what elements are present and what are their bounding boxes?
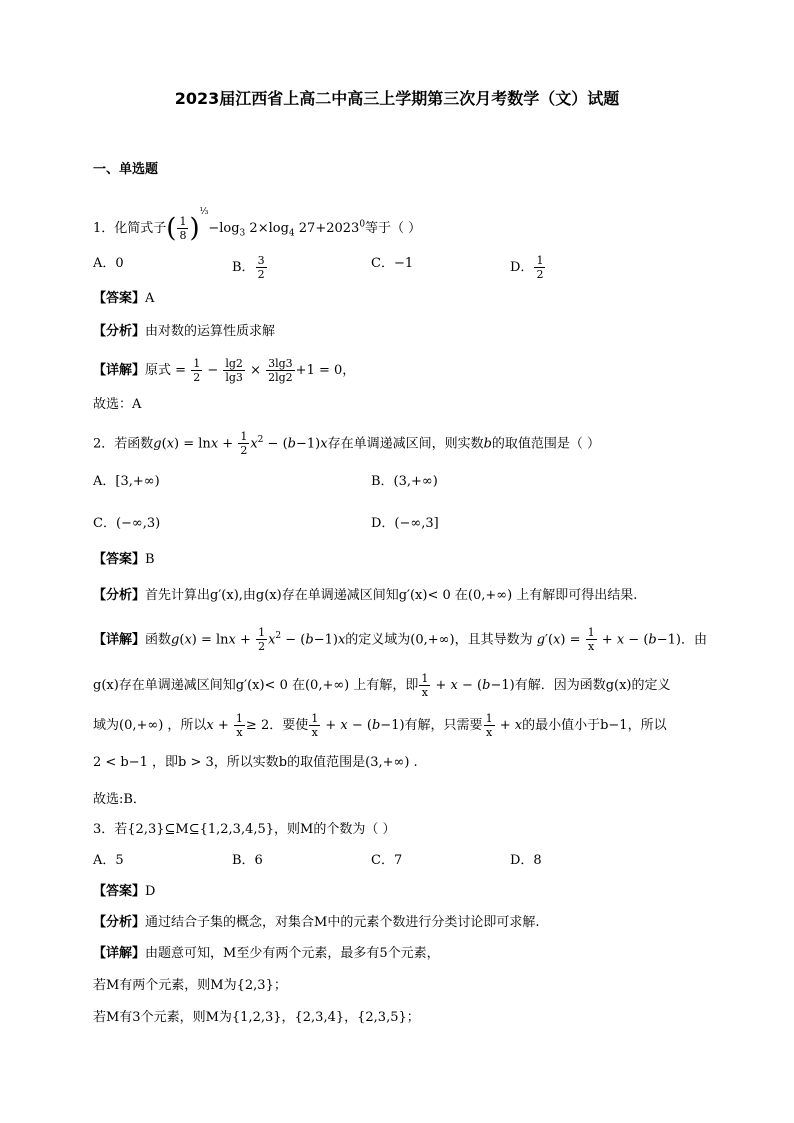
q1-option-c: C．−1 [371,256,414,271]
q3-detail-line3: 若M有3个元素，则M为{1,2,3}，{2,3,4}，{2,3,5}； [93,1010,420,1025]
page-title: 2023届江西省上高二中高三上学期第三次月考数学（文）试题 [174,89,620,108]
q2-answer: 【答案】B [93,552,155,567]
q1-option-a: A．0 [93,256,124,271]
q1-conclusion: 故选：A [93,397,142,412]
q2-conclusion: 故选:B． [93,792,146,807]
q3-detail-line2: 若M有两个元素，则M为{2,3}； [93,978,287,993]
q2-detail-line3: 域为(0,+∞) ，所以x + $\frac{1}{x}$ ≥ 2．要使 $\frac{1}{x}$ + x − (b−1)有解，只需要 $\frac{1}{x}$ + x的最小值小于b−1，所以 [93,712,667,739]
q2-detail-line1: 【详解】函数g(x) = lnx + $\frac{1}{2}$ $x^2 - (b-1)x$的定义域为(0,+∞)，且其导数为 g′(x) = $\frac{1}{x}$ + x − (b−1)．由 [93,626,707,654]
section-heading: 一、单选题 [93,162,159,177]
q3-option-d: D．8 [510,853,542,868]
q1-analysis: 【分析】由对数的运算性质求解 [93,324,276,339]
q2-analysis: 【分析】首先计算出g′(x),由g(x)存在单调递减区间知g′(x)< 0 在(0,+∞) 上有解即可得出结果. [93,588,638,603]
q2-detail-line2: g(x)存在单调递减区间知g′(x)< 0 在(0,+∞) 上有解，即 $\frac{1}{x}$ + x − (b−1)有解．因为函数g(x)的定义 [93,672,671,699]
q3-analysis: 【分析】通过结合子集的概念，对集合M中的元素个数进行分类讨论即可求解. [93,915,540,930]
q1-stem: 1．化简式子( $\frac{1}{8}$ )$^{\frac{1}{3}}-\log_3$ $2\times\log_4$ $27+2023^0$等于（ ） [93,207,422,244]
q2-stem: 2．若函数g(x) = lnx + $\frac{1}{2}$ $x^2 - (b-1)x$存在单调递减区间，则实数b的取值范围是（ ） [93,430,601,458]
q1-option-b: B． $\frac{3}{2}$ [232,254,265,281]
q3-option-a: A．5 [93,853,124,868]
q3-answer: 【答案】D [93,884,156,899]
q2-option-a: A．[3,+∞) [93,474,160,489]
q3-option-b: B．6 [232,853,263,868]
q2-option-b: B．(3,+∞) [371,474,438,489]
q3-option-c: C．7 [371,853,403,868]
q2-detail-line4: 2 < b−1 ，即b > 3，所以实数b的取值范围是(3,+∞) . [93,755,418,770]
q1-option-d: D． $\frac{1}{2}$ [510,254,544,281]
q3-detail: 【详解】由题意可知，M至少有两个元素，最多有5个元素， [93,946,440,961]
q3-stem: 3．若{2,3}⊆M⊆{1,2,3,4,5}，则M的个数为（ ） [93,822,396,837]
q2-option-d: D．(−∞,3] [371,516,439,531]
q1-detail: 【详解】原式 = $\frac{1}{2}$ − $\frac{\lg 2}{\lg 3}$ × $\frac{3\lg 3}{2\lg 2}$ +1 = 0， [93,357,356,384]
q1-answer: 【答案】A [93,291,155,306]
q2-option-c: C．(−∞,3) [93,516,161,531]
